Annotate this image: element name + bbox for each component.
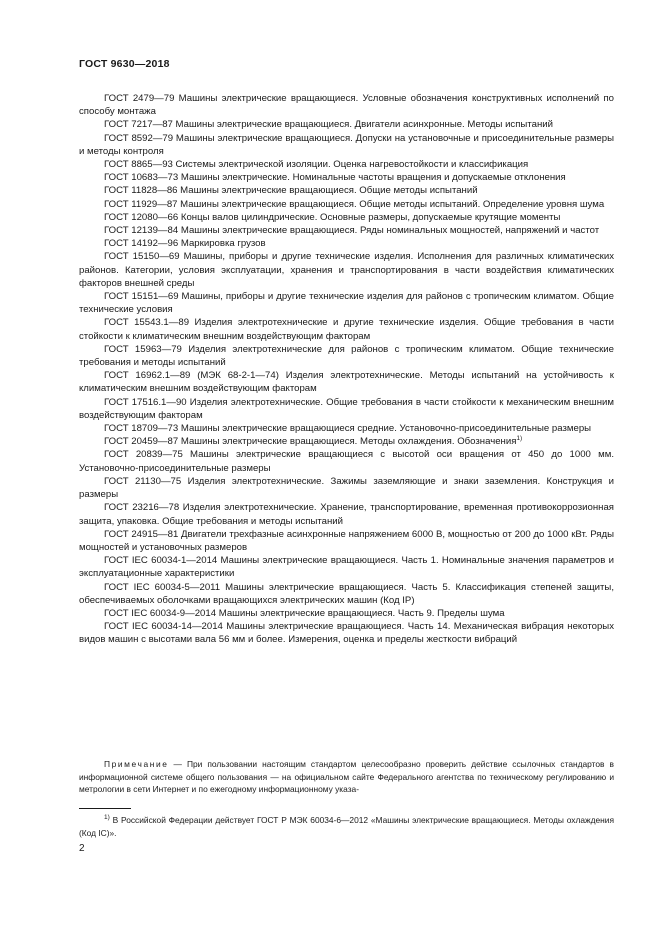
reference-item: ГОСТ 21130—75 Изделия электротехнические. Зажимы заземляющие и знаки заземления. Конструкция и размеры	[79, 475, 614, 501]
reference-item: ГОСТ 16962.1—89 (МЭК 68-2-1—74) Изделия электротехнические. Методы испытаний на устойчивость к климатическим внешним воздействующим факторам	[79, 370, 614, 395]
reference-item: ГОСТ IEC 60034-5—2011 Машины электрические вращающиеся. Часть 5. Классификация степеней защиты, обеспечиваемых оболочками вращающихся электрических машин (Код IP)	[79, 581, 614, 606]
reference-item: ГОСТ 24915—81 Двигатели трехфазные асинхронные напряжением 6000 В, мощностью от 200 до 1000 кВт. Ряды мощностей и установочных размеров	[79, 528, 614, 553]
note-label: Примечание	[104, 759, 169, 769]
reference-item-with-footnote	[79, 435, 614, 448]
reference-item: ГОСТ 12139—84 Машины электрические вращающиеся. Ряды номинальных мощностей, напряжений и частот	[104, 225, 600, 237]
reference-item: ГОСТ 8865—93 Системы электрической изоляции. Оценка нагревостойкости и классификация	[104, 159, 529, 171]
reference-item: ГОСТ 12080—66 Концы валов цилиндрические. Основные размеры, допускаемые крутящие моменты	[104, 211, 561, 223]
reference-item: ГОСТ 15151—69 Машины, приборы и другие технические изделия для районов с тропическим климатом. Общие технические условия	[79, 291, 614, 316]
footnote	[79, 814, 614, 839]
footnote-mark: 1)	[104, 814, 110, 822]
reference-item: ГОСТ 15543.1—89 Изделия электротехнические и другие технические изделия. Общие требования в части стойкости к климатическим внешним воздействующим факторам	[79, 317, 614, 342]
footnote-reference-mark[interactable]: 1)	[516, 435, 523, 443]
reference-item: ГОСТ IEC 60034-1—2014 Машины электрические вращающиеся. Часть 1. Номинальные значения параметров и эксплуатационные характеристики	[79, 555, 614, 580]
reference-item: ГОСТ IEC 60034-14—2014 Машины электрические вращающиеся. Часть 14. Механическая вибрация некоторых видов машин с высотами вала 56 мм и более. Измерения, оценка и пределы жесткости вибраций	[79, 621, 614, 646]
reference-item: ГОСТ 7217—87 Машины электрические вращающиеся. Двигатели асинхронные. Методы испытаний	[104, 119, 553, 131]
page-number: 2	[79, 843, 85, 854]
reference-item: ГОСТ 10683—73 Машины электрические. Номинальные частоты вращения и допускаемые отклонения	[104, 172, 566, 184]
reference-item: ГОСТ 17516.1—90 Изделия электротехнические. Общие требования в части стойкости к механическим внешним воздействующим факторам	[79, 396, 614, 421]
footnote-divider	[79, 808, 131, 809]
reference-item: ГОСТ 11929—87 Машины электрические вращающиеся. Общие методы испытаний. Определение уровня шума	[104, 198, 605, 210]
note-text: — При пользовании настоящим стандартом целесообразно проверить действие ссылочных стандартов в информационной системе общего пользования — на официальном сайте Федерального агентства по техническому регулированию и метрологии в сети Интернет и по ежегодному информационному указа-	[79, 759, 614, 795]
footnote-text: В Российской Федерации действует ГОСТ Р МЭК 60034-6—2012 «Машины электрические вращающиеся. Методы охлаждения (Код IC)».	[79, 815, 614, 838]
reference-item: ГОСТ 15963—79 Изделия электротехнические для районов с тропическим климатом. Общие технические требования и методы испытаний	[79, 343, 614, 369]
note-paragraph	[79, 758, 614, 796]
reference-item: ГОСТ 11828—86 Машины электрические вращающиеся. Общие методы испытаний	[104, 185, 478, 197]
reference-item: ГОСТ 20839—75 Машины электрические вращающиеся с высотой оси вращения от 450 до 1000 мм. Установочно-присоединительные размеры	[79, 449, 614, 474]
reference-item: ГОСТ 8592—79 Машины электрические вращающиеся. Допуски на установочные и присоединительные размеры и методы контроля	[79, 132, 614, 157]
normative-references-list	[79, 92, 614, 647]
reference-item: ГОСТ 23216—78 Изделия электротехнические. Хранение, транспортирование, временная противокоррозионная защита, упаковка. Общие требования и методы испытаний	[79, 502, 614, 527]
document-header: ГОСТ 9630—2018	[79, 58, 170, 70]
reference-item: ГОСТ 18709—73 Машины электрические вращающиеся средние. Установочно-присоединительные размеры	[104, 423, 592, 435]
reference-text: ГОСТ 20459—87 Машины электрические вращающиеся. Методы охлаждения. Обозначения	[104, 436, 517, 448]
reference-item: ГОСТ 15150—69 Машины, приборы и другие технические изделия. Исполнения для различных климатических районов. Категории, условия эксплуатации, хранения и транспортирования в части воздействия климатических факторов внешней среды	[79, 251, 614, 289]
reference-item: ГОСТ 14192—96 Маркировка грузов	[104, 238, 266, 250]
reference-item: ГОСТ IEC 60034-9—2014 Машины электрические вращающиеся. Часть 9. Пределы шума	[104, 607, 505, 619]
reference-item: ГОСТ 2479—79 Машины электрические вращающиеся. Условные обозначения конструктивных исполнений по способу монтажа	[79, 93, 614, 118]
